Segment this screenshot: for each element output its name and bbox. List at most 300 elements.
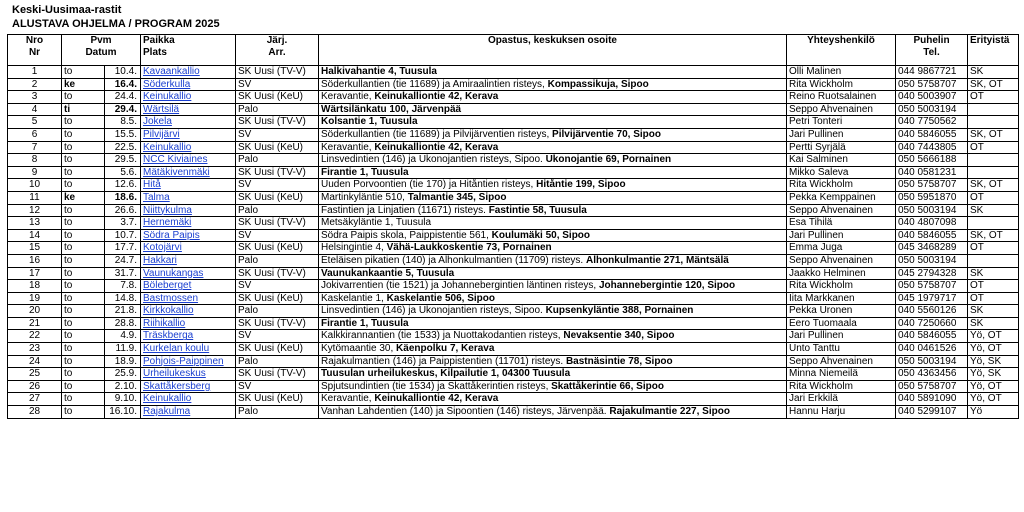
directions-text: Helsingintie 4, xyxy=(321,242,387,254)
place-link[interactable]: Hernemäki xyxy=(143,217,192,229)
center-address: Tuusulan urheilukeskus, Kilpailutie 1, 04300 Tuusula xyxy=(321,368,571,380)
directions-cell xyxy=(319,343,787,356)
directions-cell xyxy=(319,267,787,280)
place-cell xyxy=(141,154,236,167)
notes-cell xyxy=(968,217,1019,230)
nro-cell: 5 xyxy=(8,116,62,129)
arranger-cell: SK Uusi (KeU) xyxy=(236,191,319,204)
contact-cell: Rita Wickholm xyxy=(787,78,896,91)
place-link[interactable]: Rajakulma xyxy=(143,406,191,418)
date-cell: 9.10. xyxy=(105,393,141,406)
table-row xyxy=(8,330,1019,343)
table-row xyxy=(8,78,1019,91)
date-cell: 4.9. xyxy=(105,330,141,343)
arranger-cell: SV xyxy=(236,128,319,141)
place-cell xyxy=(141,343,236,356)
nro-cell: 4 xyxy=(8,103,62,116)
phone-cell: 044 9867721 xyxy=(896,66,968,79)
contact-cell: Seppo Ahvenainen xyxy=(787,355,896,368)
place-link[interactable]: Kurkelan koulu xyxy=(143,343,210,355)
contact-cell: Jari Pullinen xyxy=(787,128,896,141)
contact-cell: Jari Pullinen xyxy=(787,330,896,343)
nro-cell: 10 xyxy=(8,179,62,192)
directions-text: Vanhan Lahdentien (140) ja Sipoontien (146) risteys, Järvenpää. xyxy=(321,406,610,418)
center-address: Nevaksentie 340, Sipoo xyxy=(563,330,675,342)
date-cell: 2.10. xyxy=(105,380,141,393)
header-jarj: Järj. Arr. xyxy=(236,35,319,66)
nro-cell: 20 xyxy=(8,305,62,318)
nro-cell: 8 xyxy=(8,154,62,167)
arranger-cell: SK Uusi (TV-V) xyxy=(236,166,319,179)
nro-cell: 6 xyxy=(8,128,62,141)
contact-cell: Rita Wickholm xyxy=(787,380,896,393)
place-cell xyxy=(141,66,236,79)
phone-cell: 050 5666188 xyxy=(896,154,968,167)
nro-cell: 11 xyxy=(8,191,62,204)
place-cell xyxy=(141,179,236,192)
phone-cell: 050 5003194 xyxy=(896,254,968,267)
arranger-cell: SV xyxy=(236,330,319,343)
phone-cell: 040 5846055 xyxy=(896,330,968,343)
arranger-cell: Palo xyxy=(236,406,319,419)
table-row xyxy=(8,355,1019,368)
nro-cell: 28 xyxy=(8,406,62,419)
table-row xyxy=(8,254,1019,267)
table-row xyxy=(8,204,1019,217)
phone-cell: 040 0581231 xyxy=(896,166,968,179)
center-address: Fastintie 58, Tuusula xyxy=(488,204,587,216)
phone-cell: 040 5891090 xyxy=(896,393,968,406)
nro-cell: 7 xyxy=(8,141,62,154)
phone-cell: 040 5003907 xyxy=(896,91,968,104)
place-link[interactable]: Niittykulma xyxy=(143,204,192,216)
directions-cell xyxy=(319,393,787,406)
arranger-cell: Palo xyxy=(236,355,319,368)
date-cell: 31.7. xyxy=(105,267,141,280)
notes-cell: Yö, OT xyxy=(968,343,1019,356)
table-header-row xyxy=(8,35,1019,66)
arranger-cell: SK Uusi (KeU) xyxy=(236,343,319,356)
phone-cell: 040 7250660 xyxy=(896,317,968,330)
notes-cell xyxy=(968,254,1019,267)
contact-cell: Esa Tihilä xyxy=(787,217,896,230)
notes-cell xyxy=(968,116,1019,129)
directions-cell xyxy=(319,166,787,179)
center-address: Keinukalliontie 42, Kerava xyxy=(374,91,499,103)
directions-text: Eteläisen pikatien (140) ja Alhonkulmantien (11709) risteys. xyxy=(321,254,586,266)
arranger-cell: SK Uusi (TV-V) xyxy=(236,317,319,330)
table-row xyxy=(8,317,1019,330)
center-address: Kupsenkyläntie 388, Pornainen xyxy=(545,305,694,317)
notes-cell: OT xyxy=(968,141,1019,154)
date-cell: 25.9. xyxy=(105,368,141,381)
weekday-cell: to xyxy=(62,368,105,381)
place-cell xyxy=(141,103,236,116)
table-row xyxy=(8,191,1019,204)
place-cell xyxy=(141,368,236,381)
center-address: Halkivahantie 4, Tuusula xyxy=(321,66,437,77)
directions-cell xyxy=(319,254,787,267)
directions-cell xyxy=(319,292,787,305)
date-cell: 17.7. xyxy=(105,242,141,255)
arranger-cell: SV xyxy=(236,280,319,293)
contact-cell: Rita Wickholm xyxy=(787,179,896,192)
nro-cell: 3 xyxy=(8,91,62,104)
place-link[interactable]: NCC Kiviaines xyxy=(143,154,208,166)
notes-cell: SK, OT xyxy=(968,179,1019,192)
header-puhelin: Puhelin Tel. xyxy=(896,35,968,66)
table-row xyxy=(8,179,1019,192)
weekday-cell: to xyxy=(62,254,105,267)
directions-cell xyxy=(319,229,787,242)
directions-cell xyxy=(319,380,787,393)
place-cell xyxy=(141,204,236,217)
weekday-cell: ti xyxy=(62,103,105,116)
nro-cell: 21 xyxy=(8,317,62,330)
arranger-cell: SV xyxy=(236,380,319,393)
place-link[interactable]: Söderkulla xyxy=(143,78,191,90)
directions-text: Kalkkirannantien (tie 1533) ja Nuottakodantien risteys, xyxy=(321,330,564,342)
place-cell xyxy=(141,406,236,419)
directions-cell xyxy=(319,154,787,167)
table-row xyxy=(8,267,1019,280)
table-row xyxy=(8,141,1019,154)
date-cell: 14.8. xyxy=(105,292,141,305)
place-link[interactable]: Keinukallio xyxy=(143,141,192,153)
notes-cell: OT xyxy=(968,280,1019,293)
arranger-cell: SK Uusi (KeU) xyxy=(236,91,319,104)
place-link[interactable]: Kotojärvi xyxy=(143,242,182,254)
contact-cell: Reino Ruotsalainen xyxy=(787,91,896,104)
weekday-cell: to xyxy=(62,305,105,318)
notes-cell: SK xyxy=(968,204,1019,217)
directions-text: Keravantie, xyxy=(321,393,375,405)
date-cell: 10.4. xyxy=(105,66,141,79)
place-link[interactable]: Kirkkokallio xyxy=(143,305,194,317)
arranger-cell: SV xyxy=(236,78,319,91)
place-link[interactable]: Södra Paipis xyxy=(143,229,200,241)
directions-cell xyxy=(319,305,787,318)
directions-text: Södra Paipis skola, Paippistentie 561, xyxy=(321,229,492,241)
table-row xyxy=(8,343,1019,356)
nro-cell: 17 xyxy=(8,267,62,280)
arranger-cell: Palo xyxy=(236,305,319,318)
weekday-cell: to xyxy=(62,217,105,230)
weekday-cell: to xyxy=(62,141,105,154)
document-subtitle: ALUSTAVA OHJELMA / PROGRAM 2025 xyxy=(12,18,220,30)
header-opastus: Opastus, keskuksen osoite xyxy=(319,35,787,66)
nro-cell: 1 xyxy=(8,66,62,79)
schedule-table xyxy=(7,34,1019,419)
notes-cell: SK xyxy=(968,317,1019,330)
table-row xyxy=(8,217,1019,230)
notes-cell: SK, OT xyxy=(968,229,1019,242)
directions-text: Linsvedintien (146) ja Ukonojantien risteys, Sipoo. xyxy=(321,154,546,166)
table-row xyxy=(8,128,1019,141)
place-cell xyxy=(141,355,236,368)
date-cell: 21.8. xyxy=(105,305,141,318)
nro-cell: 26 xyxy=(8,380,62,393)
place-link[interactable]: Talma xyxy=(143,191,170,203)
notes-cell: SK, OT xyxy=(968,128,1019,141)
notes-cell: Yö, OT xyxy=(968,393,1019,406)
center-address: Hitåntie 199, Sipoo xyxy=(536,179,626,191)
weekday-cell: to xyxy=(62,179,105,192)
date-cell: 3.7. xyxy=(105,217,141,230)
directions-cell xyxy=(319,280,787,293)
place-cell xyxy=(141,280,236,293)
header-nro: Nro Nr xyxy=(8,35,62,66)
phone-cell: 040 5846055 xyxy=(896,229,968,242)
contact-cell: Jari Pullinen xyxy=(787,229,896,242)
contact-cell: Iita Markkanen xyxy=(787,292,896,305)
place-link[interactable]: Jokela xyxy=(143,116,172,128)
weekday-cell: to xyxy=(62,166,105,179)
center-address: Kaskelantie 506, Sipoo xyxy=(386,292,495,304)
nro-cell: 25 xyxy=(8,368,62,381)
phone-cell: 040 5299107 xyxy=(896,406,968,419)
directions-cell xyxy=(319,128,787,141)
center-address: Koulumäki 50, Sipoo xyxy=(491,229,591,241)
center-address: Firantie 1, Tuusula xyxy=(321,317,409,329)
place-link[interactable]: Hakkari xyxy=(143,254,177,266)
arranger-cell: SK Uusi (TV-V) xyxy=(236,66,319,79)
directions-cell xyxy=(319,204,787,217)
phone-cell: 045 3468289 xyxy=(896,242,968,255)
date-cell: 10.7. xyxy=(105,229,141,242)
contact-cell: Jaakko Helminen xyxy=(787,267,896,280)
place-cell xyxy=(141,380,236,393)
date-cell: 16.4. xyxy=(105,78,141,91)
phone-cell: 045 1979717 xyxy=(896,292,968,305)
weekday-cell: to xyxy=(62,154,105,167)
contact-cell: Pertti Syrjälä xyxy=(787,141,896,154)
notes-cell: Yö, OT xyxy=(968,330,1019,343)
weekday-cell: to xyxy=(62,292,105,305)
contact-cell: Olli Malinen xyxy=(787,66,896,79)
weekday-cell: to xyxy=(62,393,105,406)
directions-cell xyxy=(319,355,787,368)
date-cell: 16.10. xyxy=(105,406,141,419)
center-address: Rajakulmantie 227, Sipoo xyxy=(609,406,730,418)
notes-cell: SK xyxy=(968,66,1019,79)
nro-cell: 2 xyxy=(8,78,62,91)
phone-cell: 040 5560126 xyxy=(896,305,968,318)
nro-cell: 18 xyxy=(8,280,62,293)
directions-cell xyxy=(319,217,787,230)
weekday-cell: to xyxy=(62,91,105,104)
place-link[interactable]: Urheilukeskus xyxy=(143,368,206,380)
document-title: Keski-Uusimaa-rastit xyxy=(12,4,122,16)
date-cell: 24.7. xyxy=(105,254,141,267)
notes-cell: OT xyxy=(968,292,1019,305)
nro-cell: 12 xyxy=(8,204,62,217)
notes-cell: SK xyxy=(968,267,1019,280)
center-address: Bastnäsintie 78, Sipoo xyxy=(565,355,673,367)
nro-cell: 15 xyxy=(8,242,62,255)
place-cell xyxy=(141,267,236,280)
directions-cell xyxy=(319,406,787,419)
directions-cell xyxy=(319,242,787,255)
directions-text: Keravantie, xyxy=(321,141,375,153)
directions-text: Kytömaantie 30, xyxy=(321,343,397,355)
date-cell: 24.4. xyxy=(105,91,141,104)
date-cell: 7.8. xyxy=(105,280,141,293)
directions-text: Keravantie, xyxy=(321,91,375,103)
weekday-cell: to xyxy=(62,330,105,343)
directions-text: Martinkyläntie 510, xyxy=(321,191,408,203)
phone-cell: 050 5758707 xyxy=(896,280,968,293)
contact-cell: Seppo Ahvenainen xyxy=(787,254,896,267)
place-link[interactable]: Träskberga xyxy=(143,330,194,342)
center-address: Vaunukankaantie 5, Tuusula xyxy=(321,267,455,279)
directions-cell xyxy=(319,141,787,154)
place-cell xyxy=(141,91,236,104)
place-link[interactable]: Vaunukangas xyxy=(143,267,204,279)
center-address: Skattåkerintie 66, Sipoo xyxy=(551,380,664,392)
place-link[interactable]: Bastmossen xyxy=(143,292,199,304)
table-row xyxy=(8,280,1019,293)
table-row xyxy=(8,305,1019,318)
date-cell: 29.5. xyxy=(105,154,141,167)
nro-cell: 22 xyxy=(8,330,62,343)
phone-cell: 040 7750562 xyxy=(896,116,968,129)
place-cell xyxy=(141,78,236,91)
directions-cell xyxy=(319,103,787,116)
phone-cell: 050 5003194 xyxy=(896,204,968,217)
place-cell xyxy=(141,317,236,330)
contact-cell: Rita Wickholm xyxy=(787,280,896,293)
place-link[interactable]: Keinukallio xyxy=(143,393,192,405)
place-link[interactable]: Pohjois-Paippinen xyxy=(143,355,224,367)
contact-cell: Minna Niemeilä xyxy=(787,368,896,381)
arranger-cell: SK Uusi (KeU) xyxy=(236,292,319,305)
weekday-cell: to xyxy=(62,406,105,419)
header-paikka: Paikka Plats xyxy=(141,35,236,66)
center-address: Wärtsilänkatu 100, Järvenpää xyxy=(321,103,462,115)
directions-text: Spjutsundintien (tie 1534) ja Skattåkerintien risteys, xyxy=(321,380,552,392)
contact-cell: Pekka Kemppainen xyxy=(787,191,896,204)
place-link[interactable]: Böleberget xyxy=(143,280,192,292)
phone-cell: 050 5758707 xyxy=(896,380,968,393)
place-link[interactable]: Keinukallio xyxy=(143,91,192,103)
weekday-cell: ke xyxy=(62,78,105,91)
phone-cell: 040 0461526 xyxy=(896,343,968,356)
arranger-cell: SK Uusi (TV-V) xyxy=(236,368,319,381)
center-address: Johannebergintie 120, Sipoo xyxy=(598,280,736,292)
place-link[interactable]: Wärtsilä xyxy=(143,103,180,115)
arranger-cell: SK Uusi (KeU) xyxy=(236,242,319,255)
date-cell: 26.6. xyxy=(105,204,141,217)
directions-text: Metsäkyläntie 1, Tuusula xyxy=(321,217,432,229)
weekday-cell: ke xyxy=(62,191,105,204)
table-row xyxy=(8,66,1019,79)
table-row xyxy=(8,91,1019,104)
table-row xyxy=(8,393,1019,406)
place-cell xyxy=(141,393,236,406)
contact-cell: Mikko Saleva xyxy=(787,166,896,179)
place-link[interactable]: Riihikallio xyxy=(143,317,186,329)
notes-cell: SK, OT xyxy=(968,78,1019,91)
arranger-cell: Palo xyxy=(236,154,319,167)
arranger-cell: SK Uusi (TV-V) xyxy=(236,267,319,280)
center-address: Talmantie 345, Sipoo xyxy=(407,191,507,203)
phone-cell: 040 7443805 xyxy=(896,141,968,154)
arranger-cell: Palo xyxy=(236,103,319,116)
contact-cell: Eero Tuomaala xyxy=(787,317,896,330)
notes-cell xyxy=(968,166,1019,179)
notes-cell: SK xyxy=(968,305,1019,318)
date-cell: 8.5. xyxy=(105,116,141,129)
directions-cell xyxy=(319,330,787,343)
notes-cell: OT xyxy=(968,191,1019,204)
contact-cell: Petri Tonteri xyxy=(787,116,896,129)
arranger-cell: SK Uusi (TV-V) xyxy=(236,217,319,230)
contact-cell: Seppo Ahvenainen xyxy=(787,204,896,217)
directions-text: Linsvedintien (146) ja Ukonojantien risteys, Sipoo. xyxy=(321,305,546,317)
weekday-cell: to xyxy=(62,204,105,217)
place-link[interactable]: Skattåkersberg xyxy=(143,380,211,392)
weekday-cell: to xyxy=(62,355,105,368)
phone-cell: 040 5846055 xyxy=(896,128,968,141)
place-cell xyxy=(141,254,236,267)
place-link[interactable]: Kavaankallio xyxy=(143,66,200,77)
date-cell: 22.5. xyxy=(105,141,141,154)
nro-cell: 14 xyxy=(8,229,62,242)
weekday-cell: to xyxy=(62,343,105,356)
place-cell xyxy=(141,305,236,318)
center-address: Keinukalliontie 42, Kerava xyxy=(374,141,499,153)
nro-cell: 19 xyxy=(8,292,62,305)
table-row xyxy=(8,229,1019,242)
notes-cell: Yö, SK xyxy=(968,355,1019,368)
notes-cell: Yö xyxy=(968,406,1019,419)
directions-cell xyxy=(319,191,787,204)
directions-cell xyxy=(319,368,787,381)
contact-cell: Pekka Uronen xyxy=(787,305,896,318)
directions-text: Jokivarrentien (tie 1521) ja Johannebergintien läntinen risteys, xyxy=(321,280,599,292)
place-cell xyxy=(141,191,236,204)
table-row xyxy=(8,154,1019,167)
weekday-cell: to xyxy=(62,128,105,141)
notes-cell: OT xyxy=(968,242,1019,255)
directions-text: Rajakulmantien (146) ja Paippistentien (11701) risteys. xyxy=(321,355,566,367)
weekday-cell: to xyxy=(62,66,105,79)
directions-cell xyxy=(319,66,787,79)
header-pvm: Pvm Datum xyxy=(62,35,141,66)
weekday-cell: to xyxy=(62,317,105,330)
place-cell xyxy=(141,128,236,141)
place-link[interactable]: Mätäkivenmäki xyxy=(143,166,210,178)
place-cell xyxy=(141,242,236,255)
notes-cell: Yö, OT xyxy=(968,380,1019,393)
table-row xyxy=(8,103,1019,116)
weekday-cell: to xyxy=(62,280,105,293)
place-link[interactable]: Hitå xyxy=(143,179,161,191)
center-address: Firantie 1, Tuusula xyxy=(321,166,409,178)
arranger-cell: SV xyxy=(236,179,319,192)
center-address: Vähä-Laukkoskentie 73, Pornainen xyxy=(386,242,552,254)
place-link[interactable]: Pilvijärvi xyxy=(143,128,180,140)
center-address: Keinukalliontie 42, Kerava xyxy=(374,393,499,405)
nro-cell: 23 xyxy=(8,343,62,356)
center-address: Kompassikuja, Sipoo xyxy=(547,78,649,90)
weekday-cell: to xyxy=(62,242,105,255)
phone-cell: 045 2794328 xyxy=(896,267,968,280)
place-cell xyxy=(141,330,236,343)
center-address: Alhonkulmantie 271, Mäntsälä xyxy=(585,254,729,266)
directions-cell xyxy=(319,179,787,192)
